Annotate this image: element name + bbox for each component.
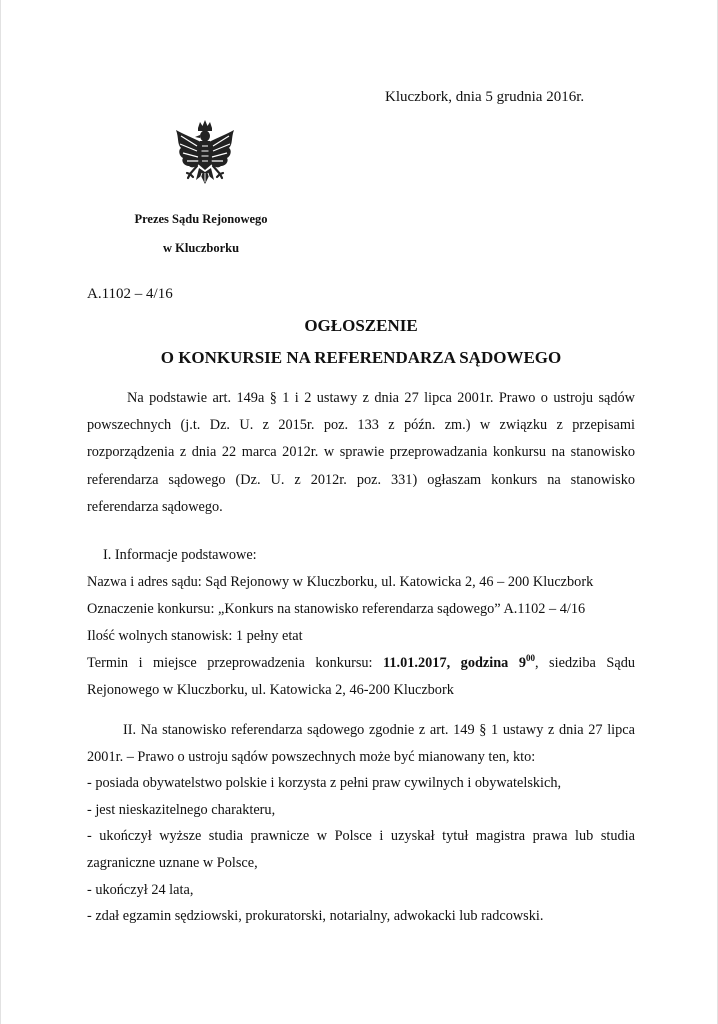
term-prefix: Termin i miejsce przeprowadzenia konkursu:: [87, 655, 384, 671]
requirements-intro-line-2: 2001r. – Prawo o ustroju sądów powszechnych może być mianowany ten, kto:: [87, 748, 536, 765]
requirement-item: - jest nieskazitelnego charakteru,: [87, 801, 276, 818]
intro-paragraph: [87, 385, 635, 521]
requirement-item: - posiada obywatelstwo polskie i korzysta z pełni praw cywilnych i obywatelskich,: [87, 775, 562, 792]
requirements-intro-line-1: II. Na stanowisko referendarza sądowego zgodnie z art. 149 § 1 ustawy z dnia 27 lipca: [123, 722, 635, 738]
competition-designation: Oznaczenie konkursu: „Konkurs na stanowisko referendarza sądowego” A.1102 – 4/16: [87, 601, 586, 617]
term-suffix: , siedziba Sądu: [534, 655, 635, 671]
term-date: [383, 655, 535, 671]
issuer-block: [101, 205, 301, 263]
polish-eagle-emblem-icon: [173, 118, 237, 194]
court-name-address: Nazwa i adres sądu: Sąd Rejonowy w Kluczborku, ul. Katowicka 2, 46 – 200 Kluczbork: [87, 574, 594, 590]
competition-term: [87, 650, 635, 677]
place-and-date: Kluczbork, dnia 5 grudnia 2016r.: [385, 89, 585, 105]
requirement-item: - ukończył 24 lata,: [87, 881, 194, 898]
intro-line: Na podstawie art. 149a § 1 i 2 ustawy z dnia 27 lipca 2001r. Prawo o ustroju sądów: [127, 390, 635, 406]
document-title: [87, 310, 635, 374]
competition-venue: Rejonowego w Kluczborku, ul. Katowicka 2, 46-200 Kluczbork: [87, 682, 454, 698]
section-basic-info: [87, 542, 635, 704]
reference-number: A.1102 – 4/16: [87, 286, 173, 302]
section-requirements: [87, 717, 635, 930]
issuer-line-1: Prezes Sądu Rejonowego: [134, 212, 268, 226]
section-1-heading: I. Informacje podstawowe:: [103, 547, 257, 563]
title-line-1: OGŁOSZENIE: [304, 316, 418, 335]
intro-line: referendarza sądowego (Dz. U. z 2012r. poz. 331) ogłaszam konkurs na stanowisko: [87, 471, 635, 488]
vacant-positions: Ilość wolnych stanowisk: 1 pełny etat: [87, 628, 303, 644]
intro-line: referendarza sądowego.: [87, 498, 223, 515]
requirement-item-continuation: zagraniczne uznane w Polsce,: [87, 854, 258, 871]
intro-line: rozporządzenia z dnia 22 marca 2012r. w sprawie przeprowadzania konkursu na stanowisko: [87, 444, 635, 461]
requirement-item: - ukończył wyższe studia prawnicze w Polsce i uzyskał tytuł magistra prawa lub studia: [87, 828, 635, 845]
requirement-item: - zdał egzamin sędziowski, prokuratorski, notarialny, adwokacki lub radcowski.: [87, 908, 544, 925]
title-line-2: O KONKURSIE NA REFERENDARZA SĄDOWEGO: [160, 348, 562, 367]
issuer-line-2: w Kluczborku: [162, 241, 240, 255]
intro-line: powszechnych (j.t. Dz. U. z 2015r. poz. 133 z późn. zm.) w związku z przepisami: [87, 417, 635, 434]
term-hour-superscript: 00: [525, 653, 535, 663]
term-date-text: 11.01.2017, godzina 9: [383, 655, 526, 671]
